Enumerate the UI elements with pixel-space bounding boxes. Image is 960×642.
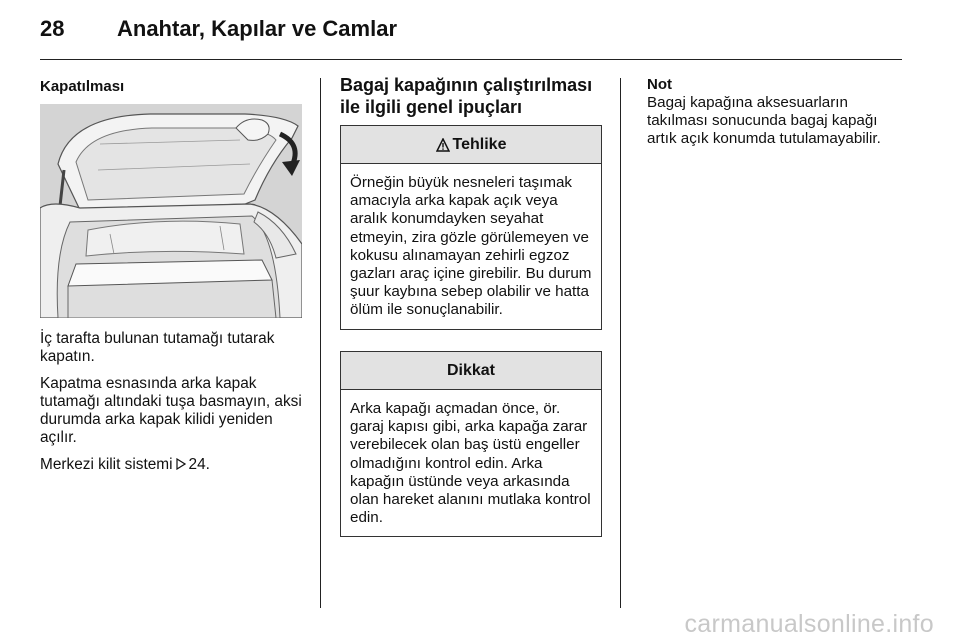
cross-reference-page: 24. (188, 455, 210, 473)
danger-box (340, 125, 602, 330)
danger-box-body: Örneğin büyük nesneleri taşımak amacıyla arka kapak açık veya aralık konumdayken seyahat etmeyin, zira gözle görülemeyen ve kokusu alınamayan zehirli egzoz gazları araç içine girebilir. Bu durum şuur kaybına sebep olabilir ve hatta ölüm ile sonuçlanabilir. (350, 174, 592, 319)
danger-box-title-text: Tehlike (452, 135, 507, 153)
left-column-body (40, 330, 302, 482)
cross-reference-text: Merkezi kilit sistemi (40, 455, 173, 473)
note-body: Bagaj kapağına aksesuarların takılması sonucunda bagaj kapağı artık açık konumda tutulamayabilir. (647, 94, 881, 148)
watermark: carmanualsonline.info (684, 610, 934, 638)
instruction-paragraph-1: İç tarafta bulunan tutamağı tutarak kapatın. (40, 330, 275, 366)
middle-column (340, 74, 602, 527)
cross-reference-paragraph (40, 456, 302, 474)
column-divider-left (320, 78, 321, 608)
caution-box (340, 351, 602, 537)
page-reference-arrow-icon (176, 458, 186, 470)
header-rule (40, 59, 902, 60)
section-subheading: Kapatılması (40, 78, 125, 95)
page-number: 28 (40, 16, 65, 41)
caution-box-body: Arka kapağı açmadan önce, ör. garaj kapısı gibi, arka kapağa zarar verebilecek olan baş üstü engeller olmadığını kontrol edin. Arka kapağın üstünde veya arkasında olan hareket alanını mutlaka kontrol edin. (350, 400, 591, 527)
chapter-title: Anahtar, Kapılar ve Camlar (117, 16, 398, 41)
instruction-paragraph-2: Kapatma esnasında arka kapak tutamağı altındaki tuşa basmayın, aksi durumda arka kapak kilidi yeniden açılır. (40, 374, 302, 447)
right-column (647, 76, 909, 149)
section-heading: Bagaj kapağının çalıştırılması ile ilgili genel ipuçları (340, 75, 593, 117)
car-tailgate-closing-illustration (40, 104, 302, 318)
left-column (40, 78, 302, 473)
caution-box-title: Dikkat (341, 352, 601, 390)
warning-triangle-icon (436, 138, 450, 152)
danger-box-title (341, 126, 601, 164)
column-divider-right (620, 78, 621, 608)
note-title: Not (647, 76, 672, 93)
